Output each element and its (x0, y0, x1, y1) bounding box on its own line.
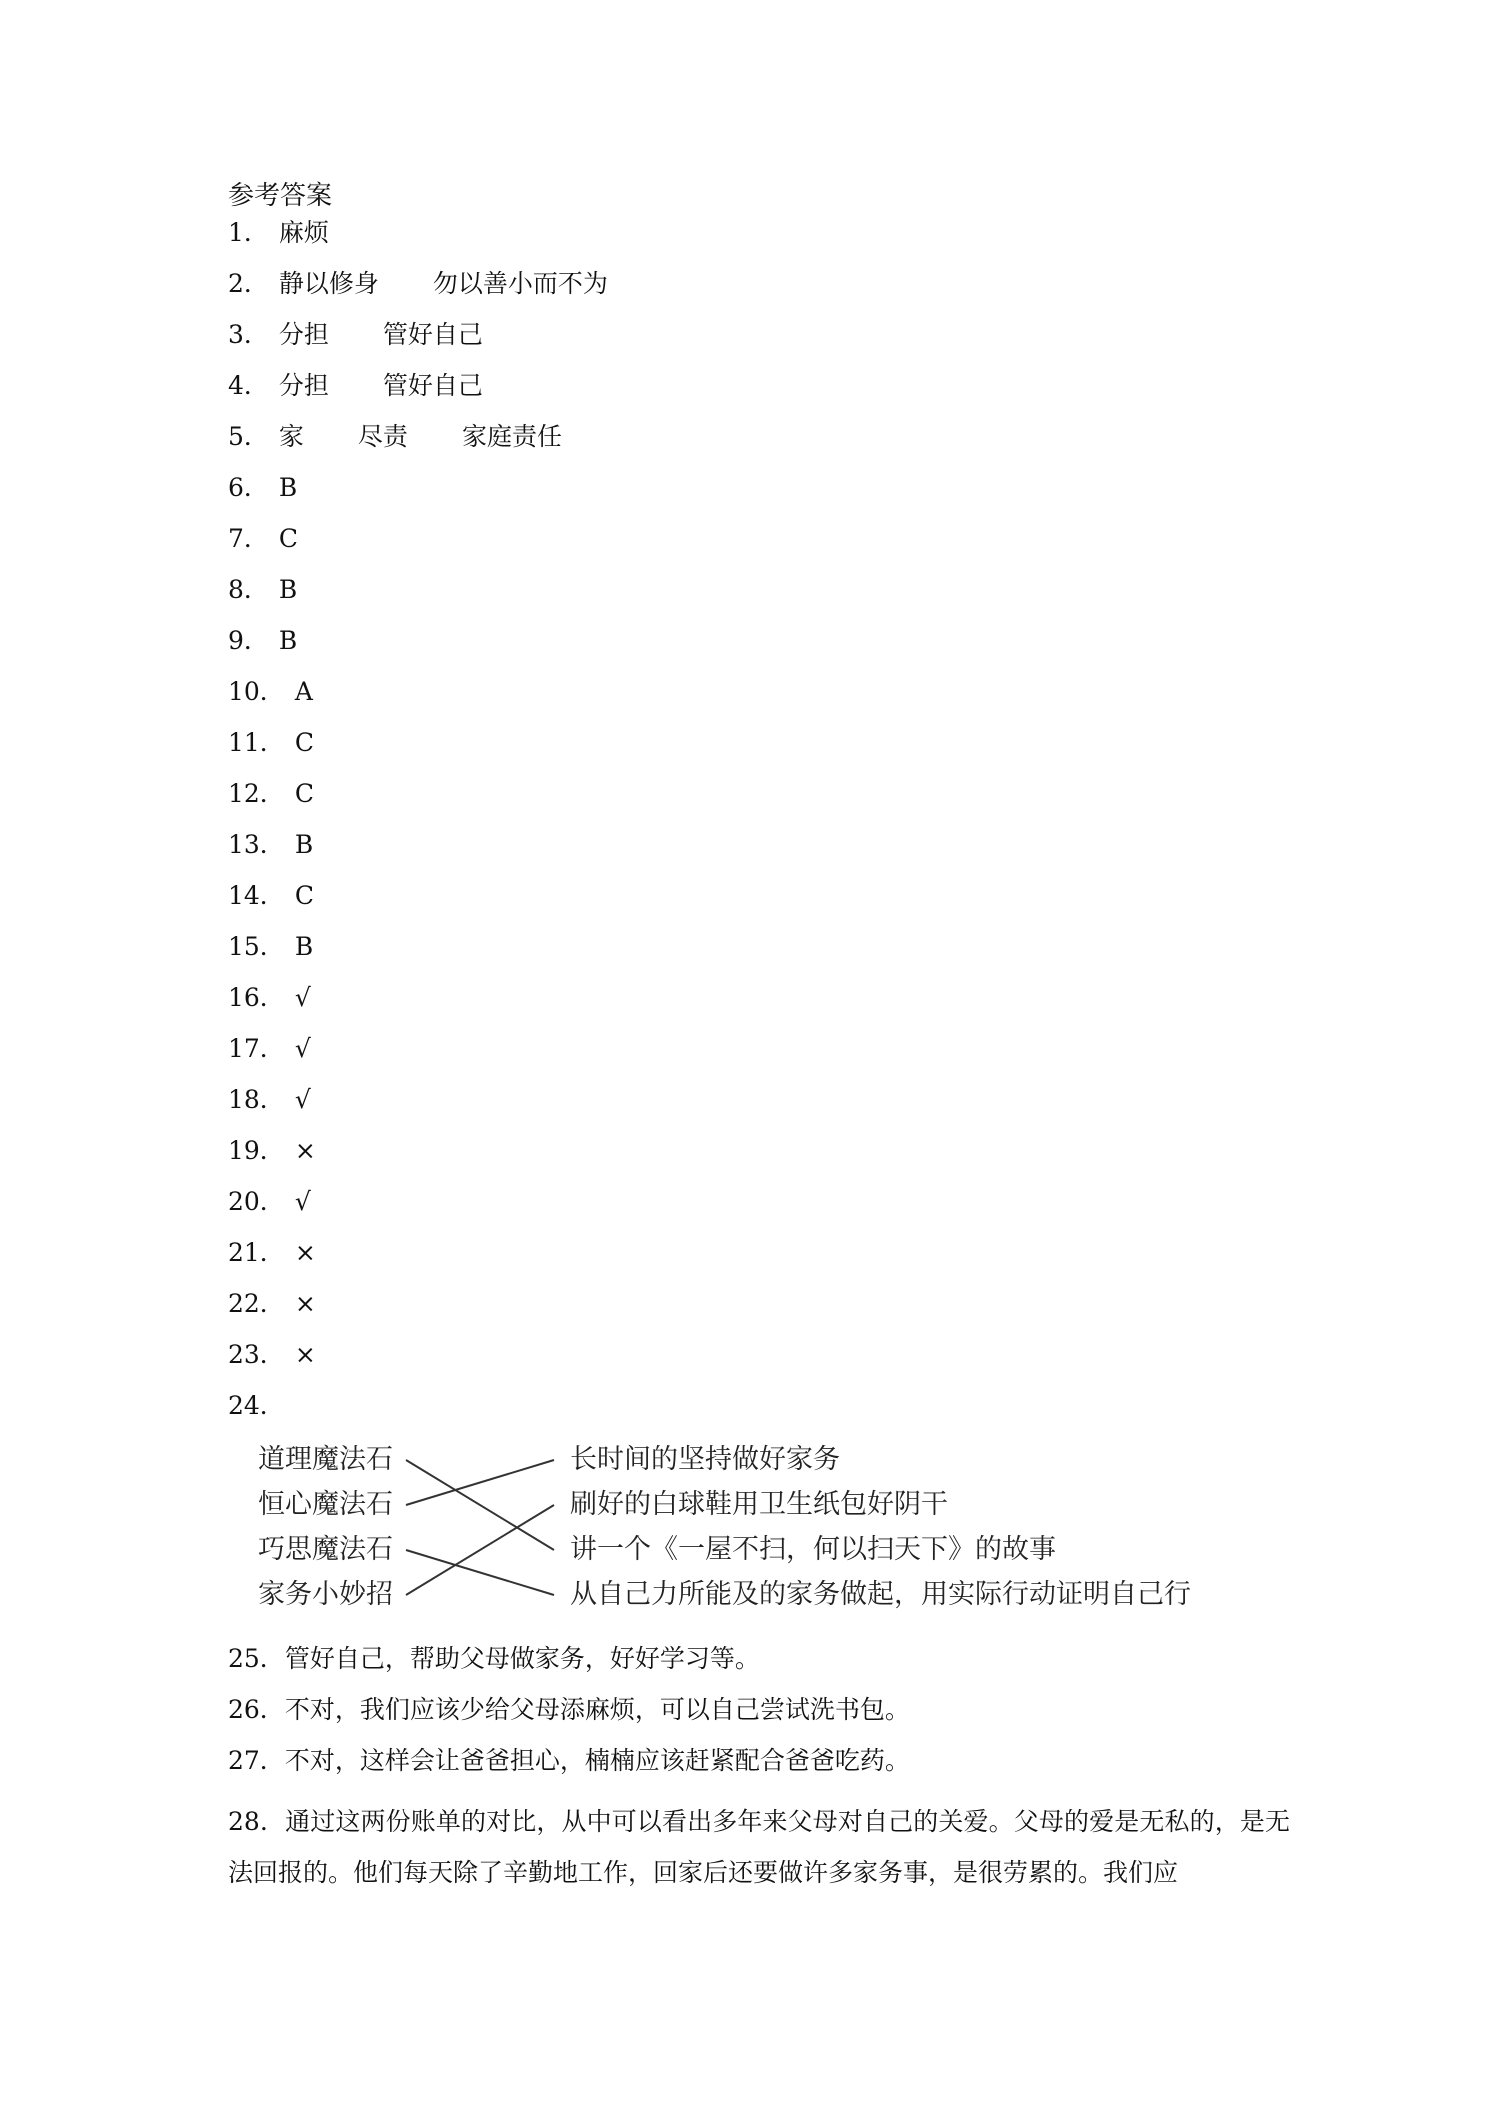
answer-item (228, 982, 311, 1014)
match-right-item: 刷好的白球鞋用卫生纸包好阴干 (570, 1489, 948, 1520)
answer-text: × (294, 1136, 316, 1165)
answer-text: C (294, 779, 314, 808)
answer-text: B (294, 932, 314, 961)
answer-item (228, 1186, 311, 1218)
match-line (406, 1460, 554, 1505)
answer-number: 21． (228, 1238, 285, 1267)
answer-28-text: 通过这两份账单的对比，从中可以看出多年来父母对自己的关爱。父母的爱是无私的，是无法回报的。他们每天除了辛勤地工作，回家后还要做许多家务事，是很劳累的。我们应 (228, 1807, 1291, 1887)
answer-text: × (294, 1238, 316, 1267)
answer-item (228, 472, 297, 504)
match-left-item: 道理魔法石 (258, 1444, 393, 1475)
answer-item (228, 319, 483, 351)
answer-number: 12． (228, 779, 285, 808)
match-right-item: 从自己力所能及的家务做起，用实际行动证明自己行 (570, 1579, 1191, 1610)
answer-item (228, 1084, 311, 1116)
answer-number: 19． (228, 1136, 285, 1165)
answer-text: 管好自己，帮助父母做家务，好好学习等。 (284, 1644, 760, 1673)
answer-text: × (294, 1340, 316, 1369)
answer-28 (228, 1796, 1290, 1898)
answer-text: 管好自己 (382, 371, 483, 400)
answer-item (228, 1339, 316, 1371)
answer-text: 管好自己 (382, 320, 483, 349)
answer-number: 8． (228, 575, 269, 604)
answer-text: × (294, 1289, 316, 1318)
answer-number: 20． (228, 1187, 285, 1216)
match-left-item: 巧思魔法石 (258, 1534, 393, 1565)
answer-item (228, 1033, 311, 1065)
answer-text: 家庭责任 (461, 422, 562, 451)
answer-item (228, 523, 298, 555)
answer-item (228, 1237, 316, 1269)
match-left-item: 家务小妙招 (258, 1579, 393, 1610)
answer-text: B (278, 626, 298, 655)
answer-item (228, 1390, 285, 1422)
answer-number: 6． (228, 473, 269, 502)
answer-number: 16． (228, 983, 285, 1012)
answer-text: 家 (278, 422, 304, 451)
answer-text: 勿以善小而不为 (432, 269, 608, 298)
page-title: 参考答案 (228, 181, 333, 211)
answer-item (228, 829, 313, 861)
answer-text: 分担 (278, 371, 329, 400)
answer-number: 26． (228, 1695, 285, 1724)
answer-text: √ (294, 1085, 311, 1114)
match-line (406, 1505, 554, 1595)
answer-item (228, 268, 608, 300)
answer-number: 24． (228, 1391, 285, 1420)
answer-number: 17． (228, 1034, 285, 1063)
answer-number: 27． (228, 1746, 285, 1775)
answer-28-number: 28． (228, 1807, 286, 1836)
answer-number: 15． (228, 932, 285, 961)
answer-text: B (278, 575, 298, 604)
answer-text: √ (294, 983, 311, 1012)
answer-number: 9． (228, 626, 269, 655)
answer-item (228, 217, 329, 249)
answer-text: B (294, 830, 314, 859)
answer-text: A (294, 677, 313, 706)
answer-text: B (278, 473, 298, 502)
answer-text: √ (294, 1187, 311, 1216)
answer-item (228, 1288, 316, 1320)
answer-text: C (278, 524, 299, 553)
answer-item (228, 727, 314, 759)
match-line (406, 1460, 554, 1550)
answer-text: 尽责 (357, 422, 408, 451)
answer-number: 2． (228, 269, 269, 298)
answer-item (228, 1694, 1288, 1726)
answer-number: 13． (228, 830, 285, 859)
answer-item (228, 931, 313, 963)
answer-item (228, 574, 297, 606)
answer-item (228, 421, 562, 453)
answer-item (228, 625, 297, 657)
answer-text: 不对，我们应该少给父母添麻烦，可以自己尝试洗书包。 (284, 1695, 910, 1724)
answer-text: 分担 (278, 320, 329, 349)
answer-number: 11． (228, 728, 285, 757)
match-left-item: 恒心魔法石 (258, 1489, 393, 1520)
answer-number: 5． (228, 422, 269, 451)
answer-number: 4． (228, 371, 269, 400)
answer-number: 10． (228, 677, 285, 706)
matching-diagram (228, 1442, 1228, 1632)
answer-text: 麻烦 (278, 218, 329, 247)
answer-item (228, 370, 483, 402)
answer-text: C (294, 881, 314, 910)
match-right-item: 讲一个《一屋不扫，何以扫天下》的故事 (570, 1534, 1056, 1565)
match-right-item: 长时间的坚持做好家务 (570, 1444, 840, 1475)
answer-text: C (294, 728, 314, 757)
answer-item (228, 1135, 316, 1167)
answer-text: 静以修身 (278, 269, 379, 298)
answer-number: 22． (228, 1289, 285, 1318)
answer-item (228, 1745, 1288, 1777)
answer-number: 18． (228, 1085, 285, 1114)
answer-item (228, 676, 313, 708)
answer-item (228, 778, 314, 810)
answer-text: 不对，这样会让爸爸担心，楠楠应该赶紧配合爸爸吃药。 (284, 1746, 910, 1775)
answer-number: 7． (228, 524, 269, 553)
answer-text: √ (294, 1034, 311, 1063)
answer-item (228, 1643, 1288, 1675)
answer-number: 25． (228, 1644, 285, 1673)
answer-number: 1． (228, 218, 269, 247)
answer-number: 3． (228, 320, 269, 349)
answer-number: 14． (228, 881, 285, 910)
answer-item (228, 880, 314, 912)
match-line (406, 1550, 554, 1595)
answer-number: 23． (228, 1340, 285, 1369)
